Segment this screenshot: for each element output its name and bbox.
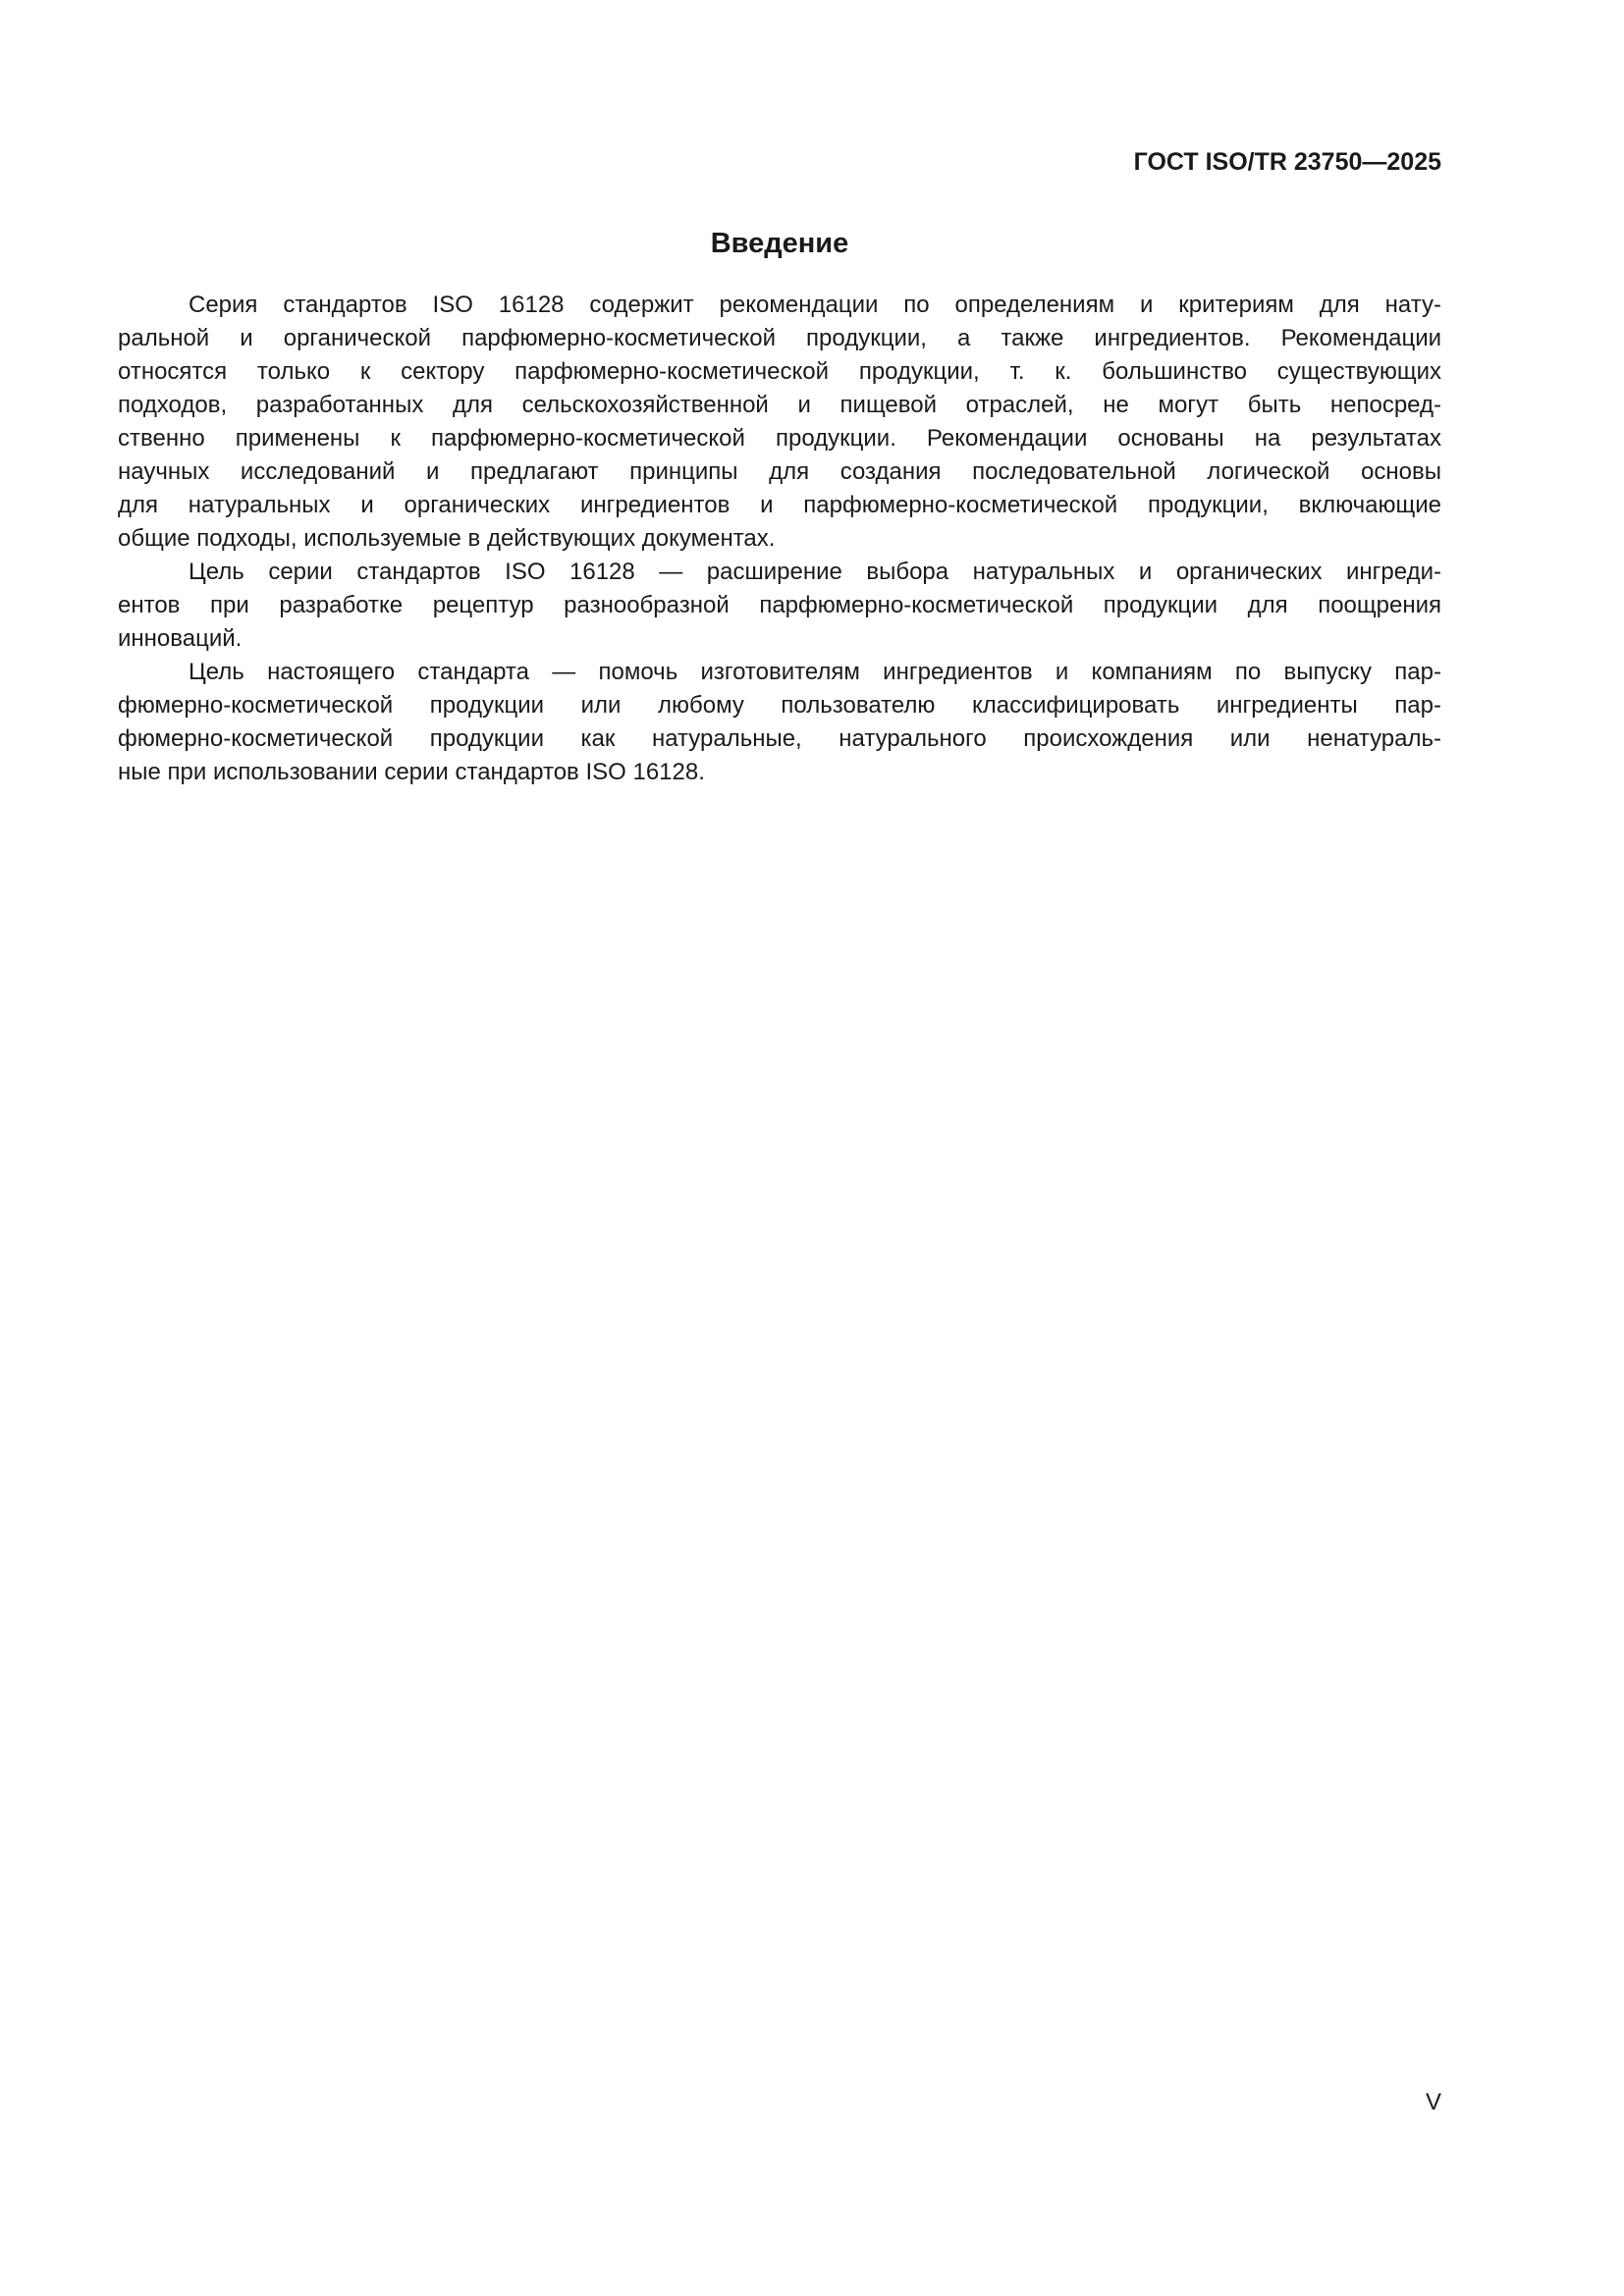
paragraph (118, 656, 1441, 789)
text-line: научных исследований и предлагают принципы для создания последовательной логической основы (118, 458, 1441, 485)
text-line: для натуральных и органических ингредиентов и парфюмерно-косметической продукции, включающие (118, 492, 1441, 518)
text-line: Цель настоящего стандарта — помочь изготовителям ингредиентов и компаниям по выпуску пар- (189, 659, 1441, 685)
text-line: фюмерно-косметической продукции как натуральные, натурального происхождения или ненатураль- (118, 725, 1441, 752)
text-line: ные при использовании серии стандартов ISO 16128. (118, 759, 705, 785)
text-line: подходов, разработанных для сельскохозяйственной и пищевой отраслей, не могут быть непосред- (118, 392, 1441, 418)
text-line: общие подходы, используемые в действующих документах. (118, 525, 776, 552)
text-line: ентов при разработке рецептур разнообразной парфюмерно-косметической продукции для поощрения (118, 592, 1441, 618)
text-line: ственно применены к парфюмерно-косметической продукции. Рекомендации основаны на результатах (118, 425, 1441, 452)
text-line: относятся только к сектору парфюмерно-косметической продукции, т. к. большинство существующих (118, 358, 1441, 385)
text-line: ральной и органической парфюмерно-косметической продукции, а также ингредиентов. Рекомендации (118, 325, 1441, 351)
text-line: Цель серии стандартов ISO 16128 — расширение выбора натуральных и органических ингреди- (189, 559, 1441, 585)
document-code: ГОСТ ISO/TR 23750—2025 (1133, 148, 1441, 176)
paragraph (118, 556, 1441, 656)
text-line: Серия стандартов ISO 16128 содержит рекомендации по определениям и критериям для нату- (189, 292, 1441, 318)
text-line: фюмерно-косметической продукции или любому пользователю классифицировать ингредиенты пар- (118, 692, 1441, 719)
page-number: V (1426, 2089, 1442, 2115)
paragraph (118, 289, 1441, 556)
section-title: Введение (710, 228, 849, 259)
document-body (118, 289, 1441, 789)
text-line: инноваций. (118, 625, 243, 652)
